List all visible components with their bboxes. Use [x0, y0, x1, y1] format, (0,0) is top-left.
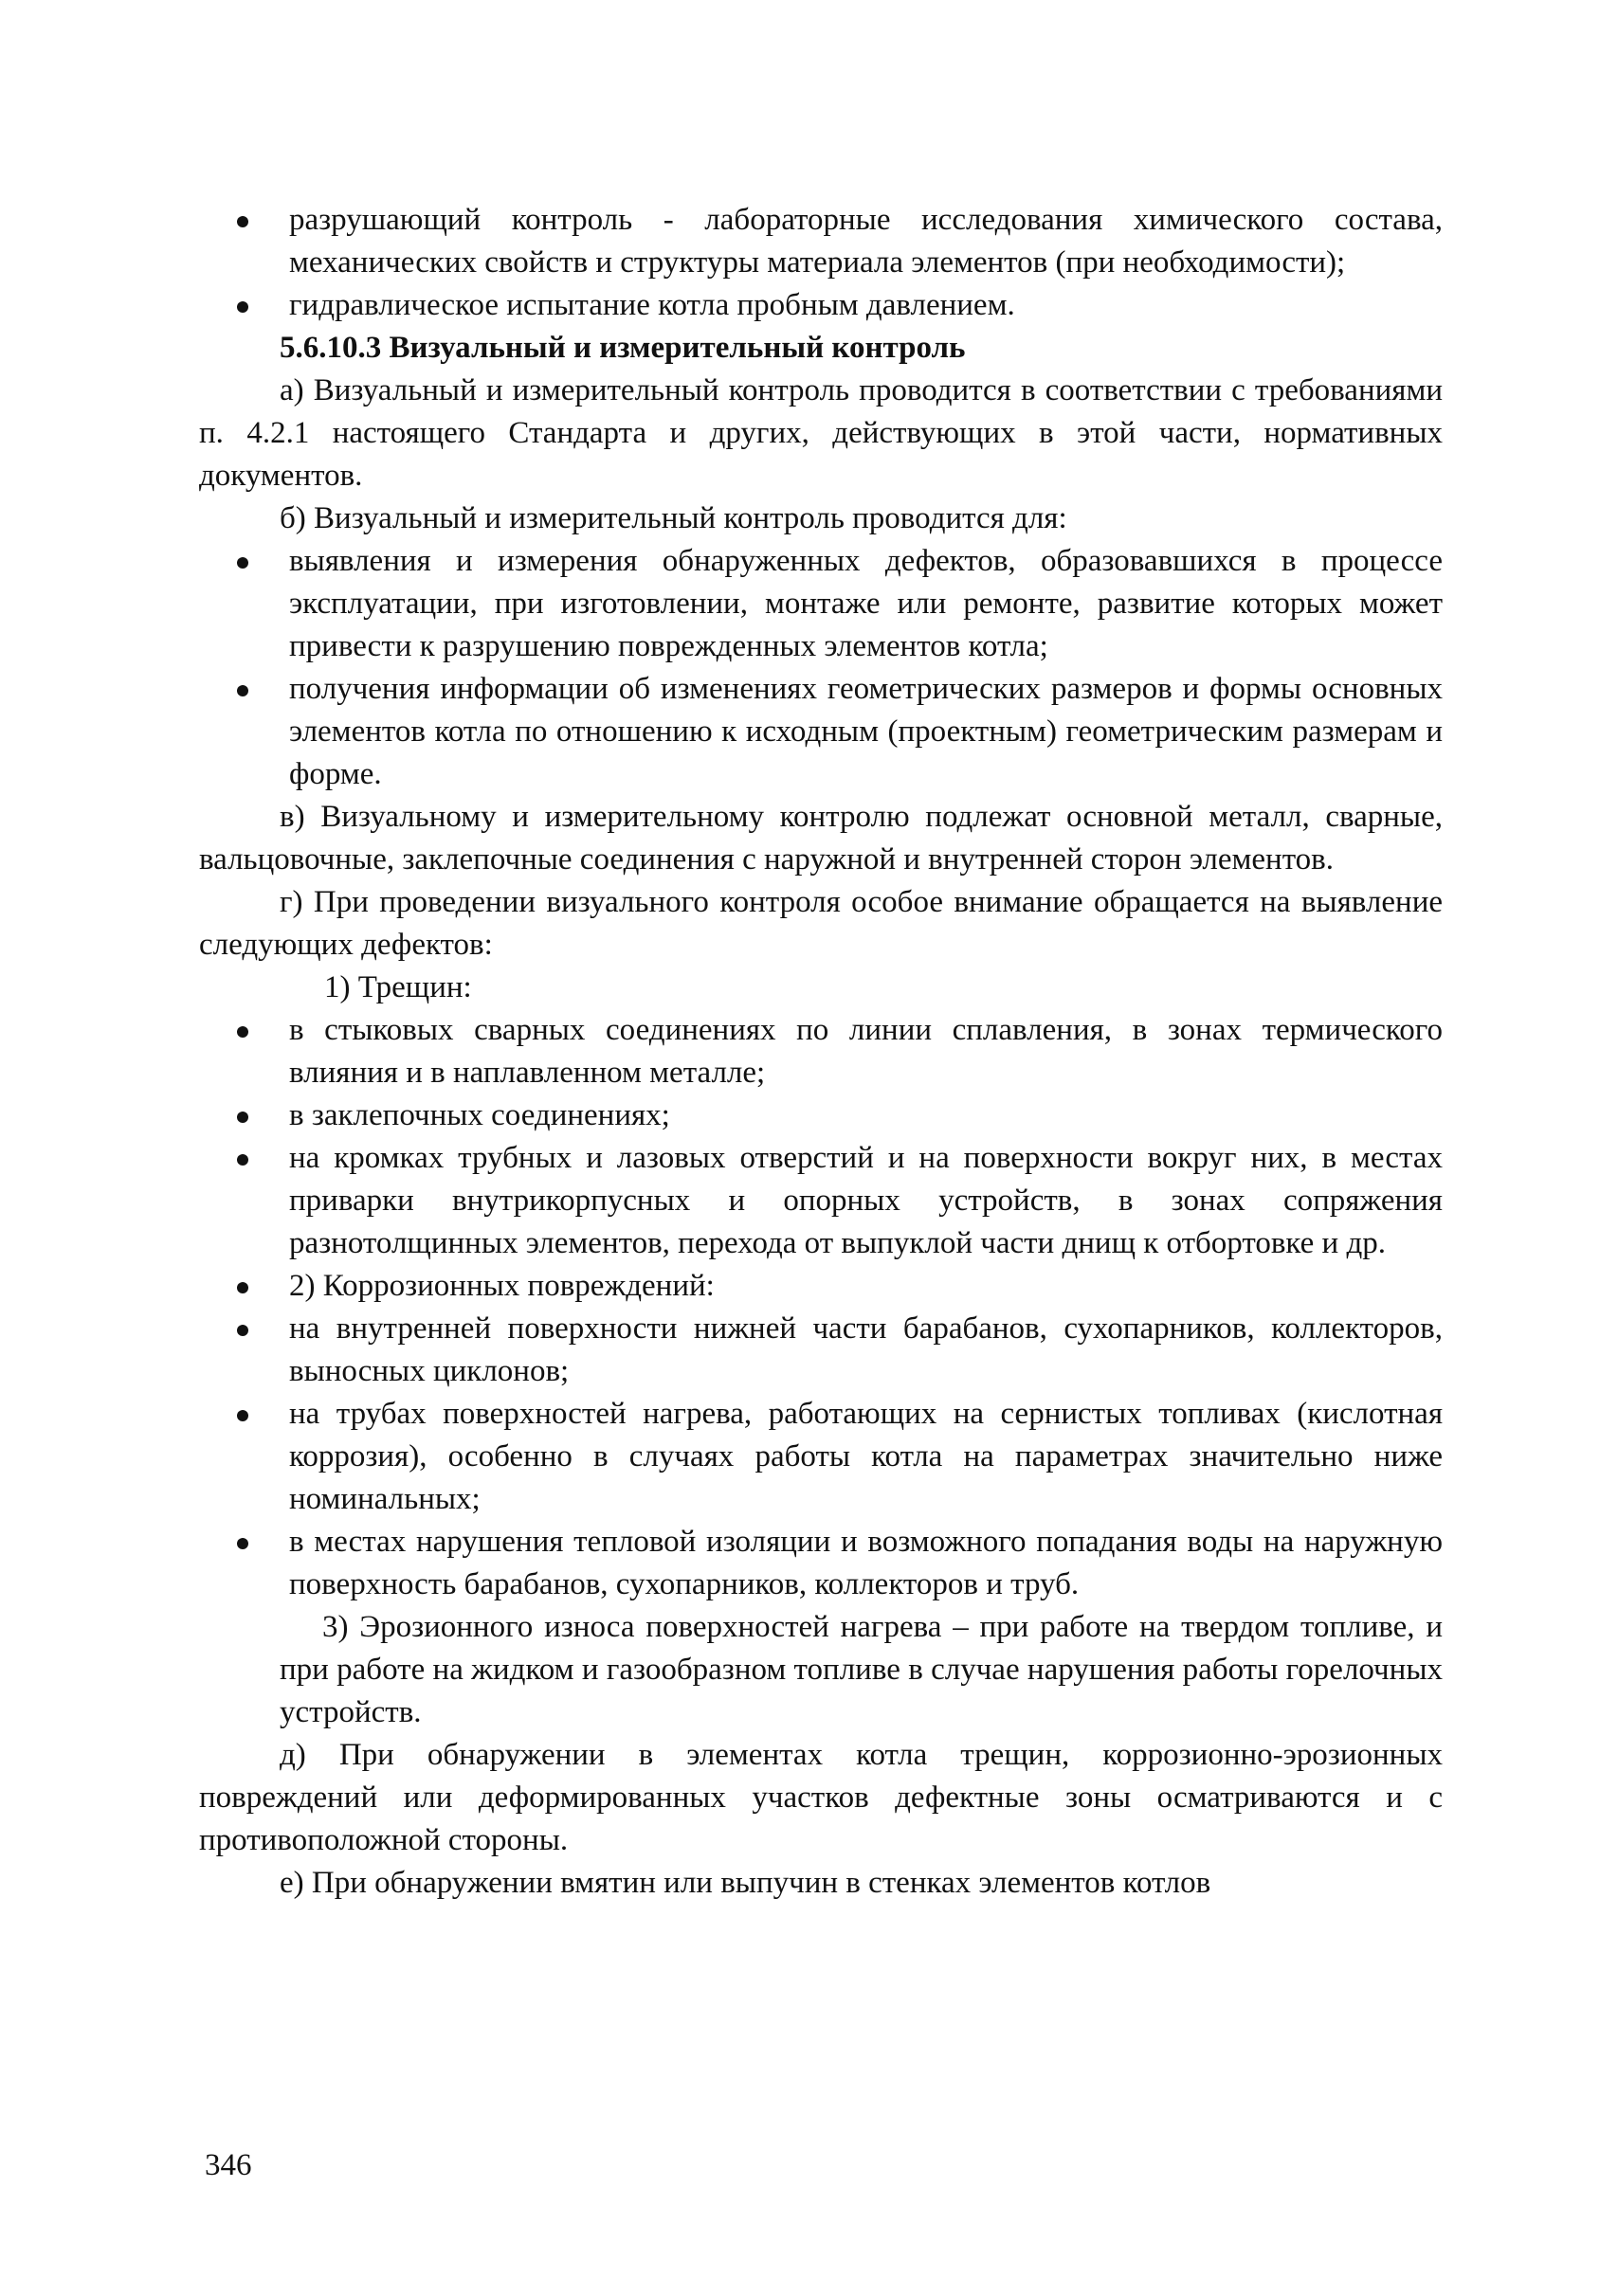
bullet-icon [237, 1282, 248, 1293]
bullet-icon [237, 1154, 248, 1166]
list-item-text: на трубах поверхностей нагрева, работающих на сернистых топливах (кислотная коррозия), особенно в случаях работы котла на параметрах значительно ниже номинальных; [289, 1397, 1443, 1516]
list-item [289, 1094, 1443, 1137]
bullet-icon [237, 1410, 248, 1421]
paragraph: б) Визуальный и измерительный контроль проводится для: [280, 501, 1067, 535]
list-item-text: на кромках трубных и лазовых отверстий и на поверхности вокруг них, в местах приварки внутрикорпусных и опорных устройств, в зонах сопряжения разнотолщинных элементов, перехода от выпуклой части днищ к отбортовке и др. [289, 1141, 1443, 1260]
list-item [289, 1521, 1443, 1606]
paragraph: в) Визуальному и измерительному контролю подлежат основной металл, сварные, вальцовочные, заклепочные соединения с наружной и внутренней сторон элементов. [199, 800, 1443, 877]
paragraph: д) При обнаружении в элементах котла трещин, коррозионно-эрозионных повреждений или деформированных участков дефектные зоны осматриваются и с противоположной стороны. [199, 1738, 1443, 1857]
list-item [289, 668, 1443, 796]
list-item [289, 284, 1443, 327]
bullet-icon [237, 685, 248, 696]
list-item [289, 1265, 1443, 1308]
bullet-list [199, 540, 1443, 796]
section-heading: 5.6.10.3 Визуальный и измерительный контроль [280, 331, 966, 365]
bullet-icon [237, 1026, 248, 1038]
list-item [289, 199, 1443, 284]
bullet-icon [237, 301, 248, 313]
list-item-text: в стыковых сварных соединениях по линии сплавления, в зонах термического влияния и в наплавленном металле; [289, 1013, 1443, 1090]
list-item [289, 1308, 1443, 1393]
list-item [289, 540, 1443, 668]
list-item [289, 1137, 1443, 1265]
list-item-text: в заклепочных соединениях; [289, 1098, 670, 1132]
paragraph: г) При проведении визуального контроля особое внимание обращается на выявление следующих дефектов: [199, 885, 1443, 962]
bullet-icon [237, 1325, 248, 1336]
page-number: 346 [205, 2148, 252, 2182]
bullet-icon [237, 1112, 248, 1123]
page-content [199, 199, 1443, 1905]
list-item-text: 2) Коррозионных повреждений: [289, 1269, 715, 1303]
list-item-text: разрушающий контроль - лабораторные исследования химического состава, механических свойств и структуры материала элементов (при необходимости); [289, 203, 1443, 280]
list-item-text: получения информации об изменениях геометрических размеров и формы основных элементов котла по отношению к исходным (проектным) геометрическим размерам и форме. [289, 672, 1443, 791]
bullet-icon [237, 557, 248, 569]
bullet-list [199, 199, 1443, 327]
bullet-icon [237, 1538, 248, 1549]
paragraph: а) Визуальный и измерительный контроль проводится в соответствии с требованиями п. 4.2.1 настоящего Стандарта и других, действующих в этой части, нормативных документов. [199, 373, 1443, 493]
list-item-text: на внутренней поверхности нижней части барабанов, сухопарников, коллекторов, выносных циклонов; [289, 1311, 1443, 1388]
bullet-list [199, 1009, 1443, 1606]
list-item-text: гидравлическое испытание котла пробным давлением. [289, 288, 1015, 322]
bullet-icon [237, 216, 248, 227]
paragraph: е) При обнаружении вмятин или выпучин в стенках элементов котлов [280, 1866, 1211, 1900]
list-item [289, 1009, 1443, 1094]
paragraph: 3) Эрозионного износа поверхностей нагрева – при работе на твердом топливе, и при работе на жидком и газообразном топливе в случае нарушения работы горелочных устройств. [280, 1610, 1443, 1729]
list-item-text: в местах нарушения тепловой изоляции и возможного попадания воды на наружную поверхность барабанов, сухопарников, коллекторов и труб. [289, 1525, 1443, 1601]
list-item [289, 1393, 1443, 1521]
sub-heading: 1) Трещин: [324, 970, 472, 1004]
list-item-text: выявления и измерения обнаруженных дефектов, образовавшихся в процессе эксплуатации, при изготовлении, монтаже или ремонте, развитие которых может привести к разрушению поврежденных элементов котла; [289, 544, 1443, 663]
